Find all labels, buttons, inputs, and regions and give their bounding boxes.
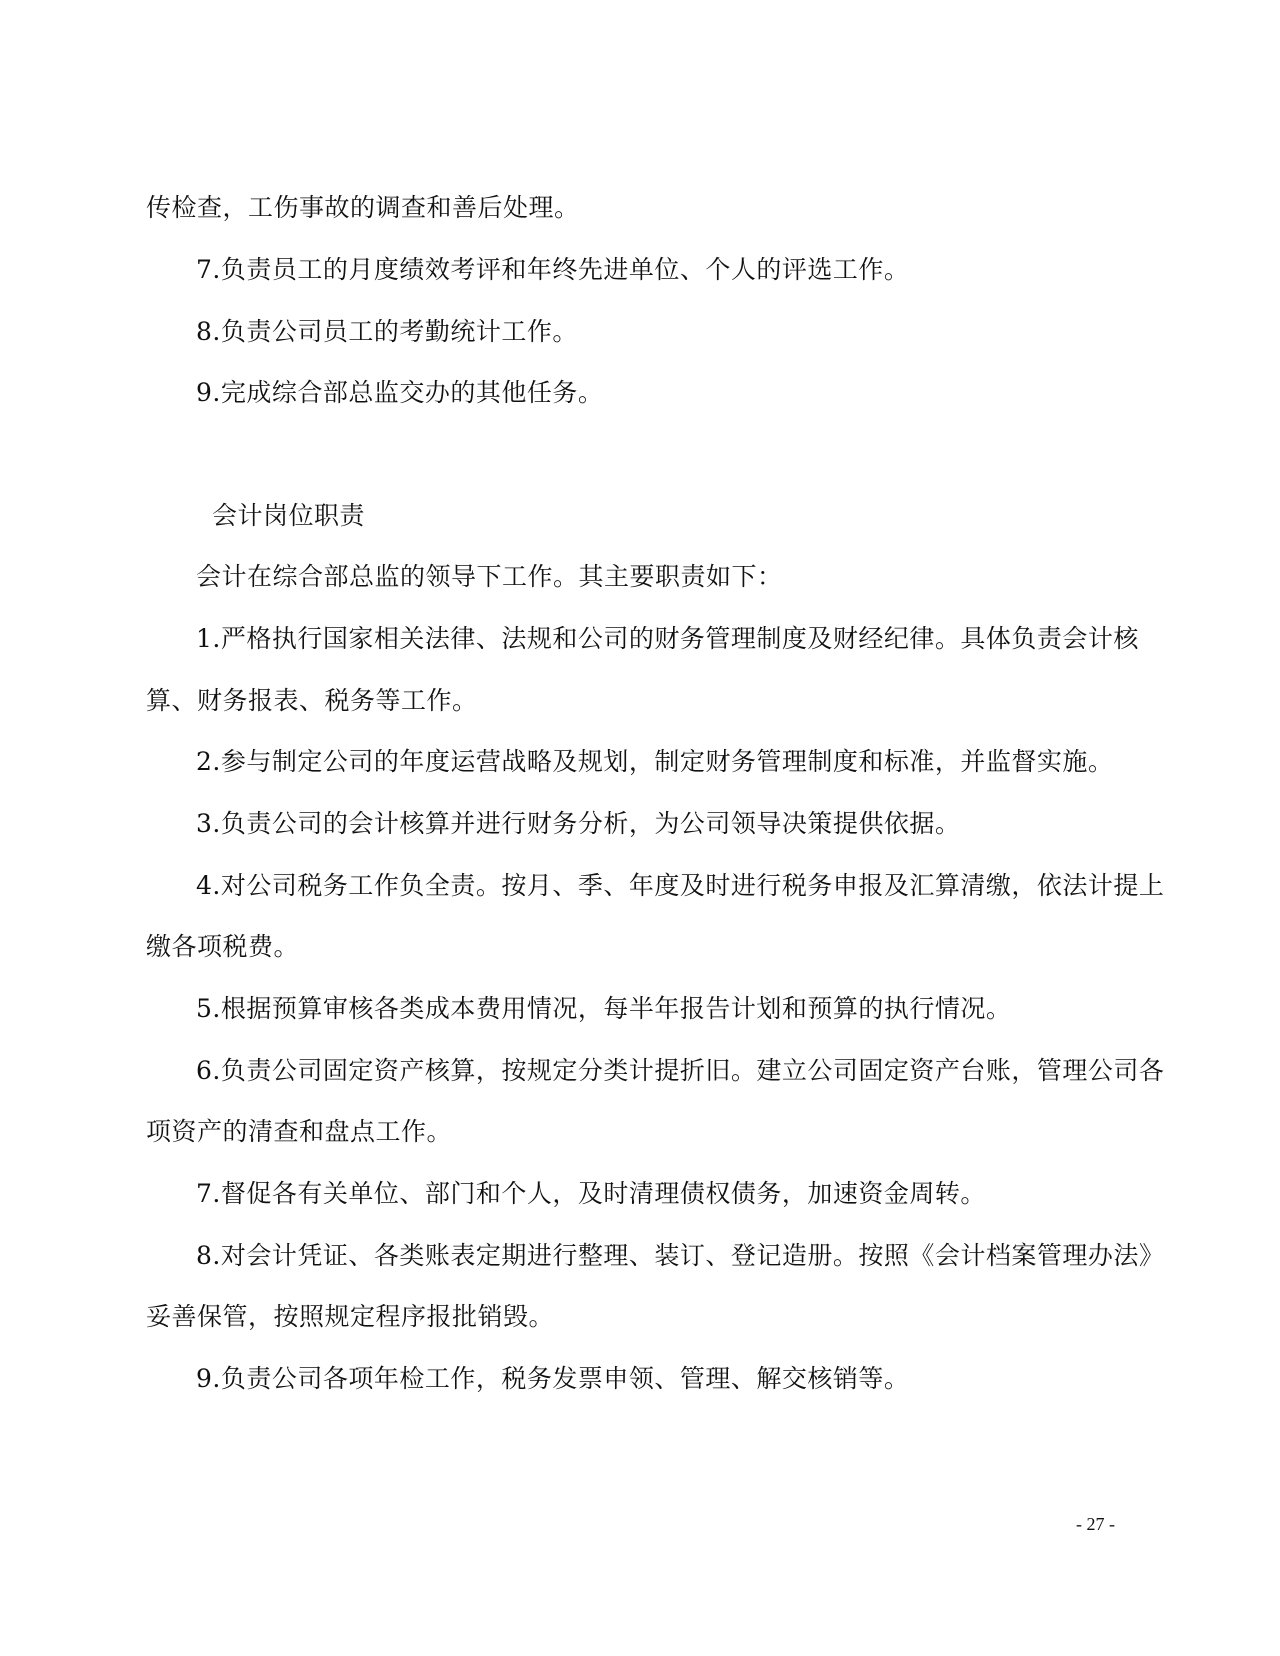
- duty-7: 7.督促各有关单位、部门和个人，及时清理债权债务，加速资金周转。: [196, 1179, 986, 1208]
- previous-item-7: 7.负责员工的月度绩效考评和年终先进单位、个人的评选工作。: [196, 255, 910, 284]
- duty-4-line-1: 4.对公司税务工作负全责。按月、季、年度及时进行税务申报及汇算清缴，依法计提上: [196, 871, 1165, 900]
- duty-4-line-2: 缴各项税费。: [146, 932, 300, 961]
- duty-9: 9.负责公司各项年检工作，税务发票申领、管理、解交核销等。: [196, 1364, 910, 1393]
- intro-paragraph: 会计在综合部总监的领导下工作。其主要职责如下：: [196, 562, 783, 591]
- duty-8-line-1: 8.对会计凭证、各类账表定期进行整理、装订、登记造册。按照《会计档案管理办法》: [196, 1241, 1165, 1270]
- previous-item-8: 8.负责公司员工的考勤统计工作。: [196, 317, 578, 346]
- previous-item-9: 9.完成综合部总监交办的其他任务。: [196, 378, 604, 407]
- duty-5: 5.根据预算审核各类成本费用情况，每半年报告计划和预算的执行情况。: [196, 994, 1012, 1023]
- duty-3: 3.负责公司的会计核算并进行财务分析，为公司领导决策提供依据。: [196, 809, 961, 838]
- duty-2: 2.参与制定公司的年度运营战略及规划，制定财务管理制度和标准，并监督实施。: [196, 747, 1114, 776]
- duty-1-line-1: 1.严格执行国家相关法律、法规和公司的财务管理制度及财经纪律。具体负责会计核: [196, 624, 1139, 653]
- duty-1-line-2: 算、财务报表、税务等工作。: [146, 686, 478, 715]
- page-number: - 27 -: [1076, 1514, 1115, 1534]
- continuation-line: 传检查，工伤事故的调查和善后处理。: [146, 193, 580, 222]
- duty-8-line-2: 妥善保管，按照规定程序报批销毁。: [146, 1302, 555, 1331]
- duty-6-line-1: 6.负责公司固定资产核算，按规定分类计提折旧。建立公司固定资产台账，管理公司各: [196, 1056, 1165, 1085]
- duty-6-line-2: 项资产的清查和盘点工作。: [146, 1117, 453, 1146]
- section-title: 会计岗位职责: [212, 501, 366, 530]
